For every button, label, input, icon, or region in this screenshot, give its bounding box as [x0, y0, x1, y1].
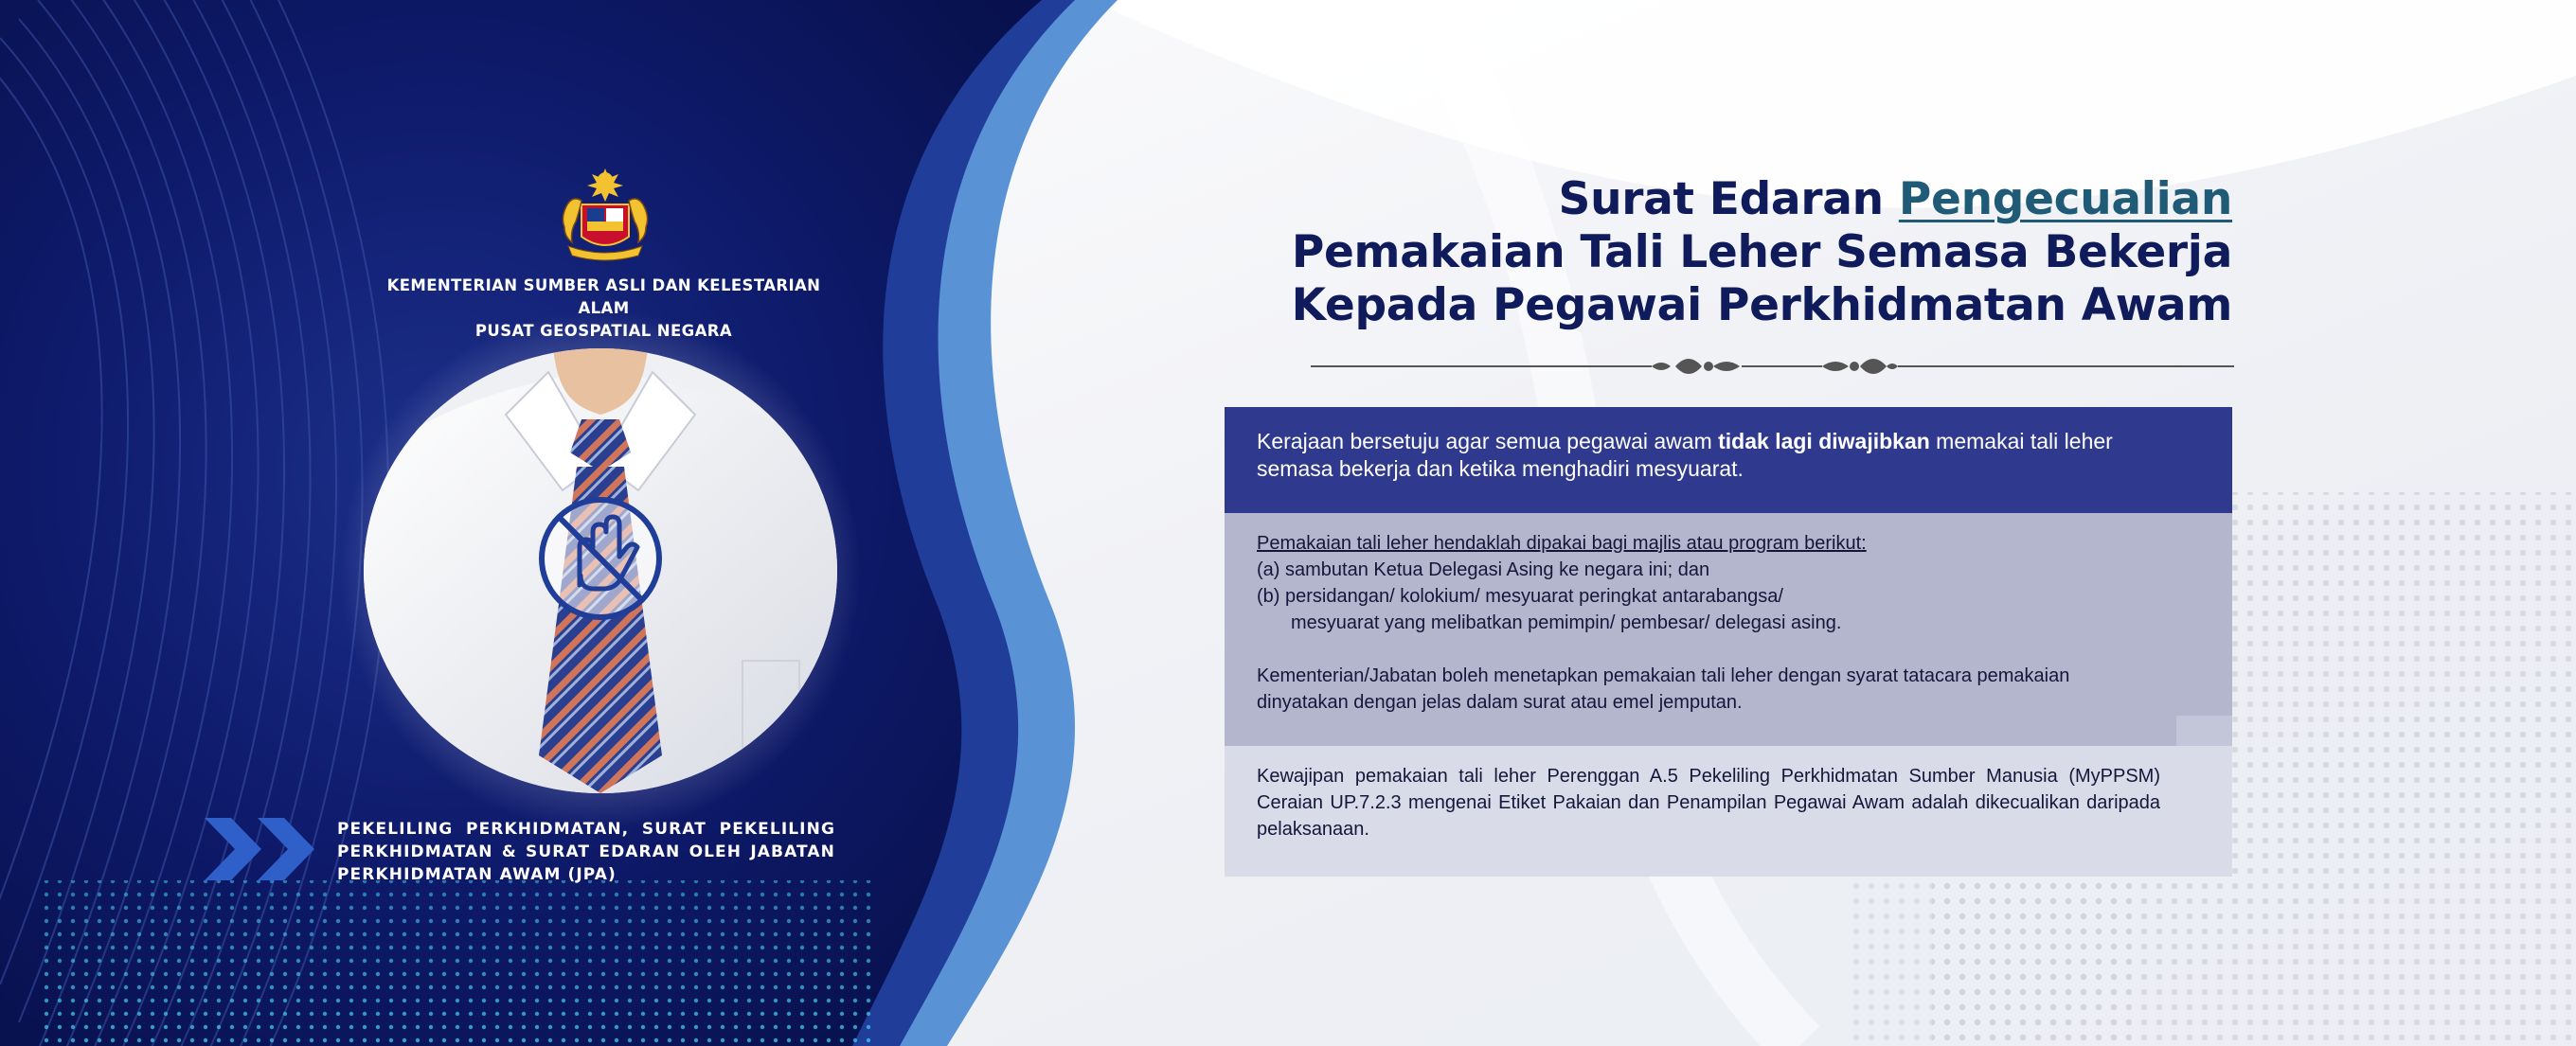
- regulation-box: Kewajipan pemakaian tali leher Perenggan A.5 Pekeliling Perkhidmatan Sumber Manusia (MyPPSM) Ceraian UP.7.2.3 mengenai Etiket Pakaian dan Penampilan Pegawai Awam adalah dikecualikan daripada pelaksanaan.: [1225, 746, 2232, 877]
- announcement-emphasis: tidak lagi diwajibkan: [1718, 429, 1930, 453]
- exception-item-a: (a) sambutan Ketua Delegasi Asing ke negara ini; dan: [1257, 559, 1710, 580]
- ministry-note: Kementerian/Jabatan boleh menetapkan pemakaian tali leher dengan syarat tatacara pemakaian dinyatakan dengan jelas dalam surat atau emel jemputan.: [1257, 665, 2070, 713]
- title-highlight: Pengecualian: [1898, 173, 2232, 225]
- jpa-circular-label: PEKELILING PERKHIDMATAN, SURAT PEKELILING PERKHIDMATAN & SURAT EDARAN OLEH JABATAN PERKHIDMATAN AWAM (JPA): [337, 820, 835, 884]
- no-hand-icon: [542, 500, 659, 617]
- ornamental-divider: [1311, 352, 2234, 381]
- announcement-box: [1225, 407, 2232, 513]
- agency-name: PUSAT GEOSPATIAL NEGARA: [474, 322, 733, 340]
- organization-name: [379, 275, 829, 343]
- malaysia-coat-of-arms-icon: [547, 167, 663, 263]
- announcement-text: Kerajaan bersetuju agar semua pegawai awam: [1257, 429, 1719, 453]
- spacer: [1257, 636, 2160, 663]
- title-line-3: Kepada Pegawai Perkhidmatan Awam: [1291, 279, 2232, 331]
- title-line-2: Pemakaian Tali Leher Semasa Bekerja: [1291, 226, 2232, 278]
- title-prefix: Surat Edaran: [1558, 173, 1899, 225]
- title-line-1: [1190, 173, 2232, 226]
- announcement-text-end: memakai tali leher semasa bekerja dan ketika menghadiri mesyuarat.: [1257, 429, 2113, 481]
- exceptions-heading: Pemakaian tali leher hendaklah dipakai bagi majlis atau program berikut:: [1257, 533, 1867, 554]
- shirt-tie-photo: [364, 348, 837, 793]
- ministry-name: KEMENTERIAN SUMBER ASLI DAN KELESTARIAN ALAM: [386, 276, 821, 317]
- exception-item-b-continued: mesyuarat yang melibatkan pemimpin/ pembesar/ delegasi asing.: [1291, 612, 1842, 633]
- double-chevron-right-icon: [205, 818, 318, 880]
- exceptions-box: [1225, 513, 2232, 746]
- page-title: [1190, 173, 2232, 332]
- exception-item-b: (b) persidangan/ kolokium/ mesyuarat peringkat antarabangsa/: [1257, 586, 1783, 607]
